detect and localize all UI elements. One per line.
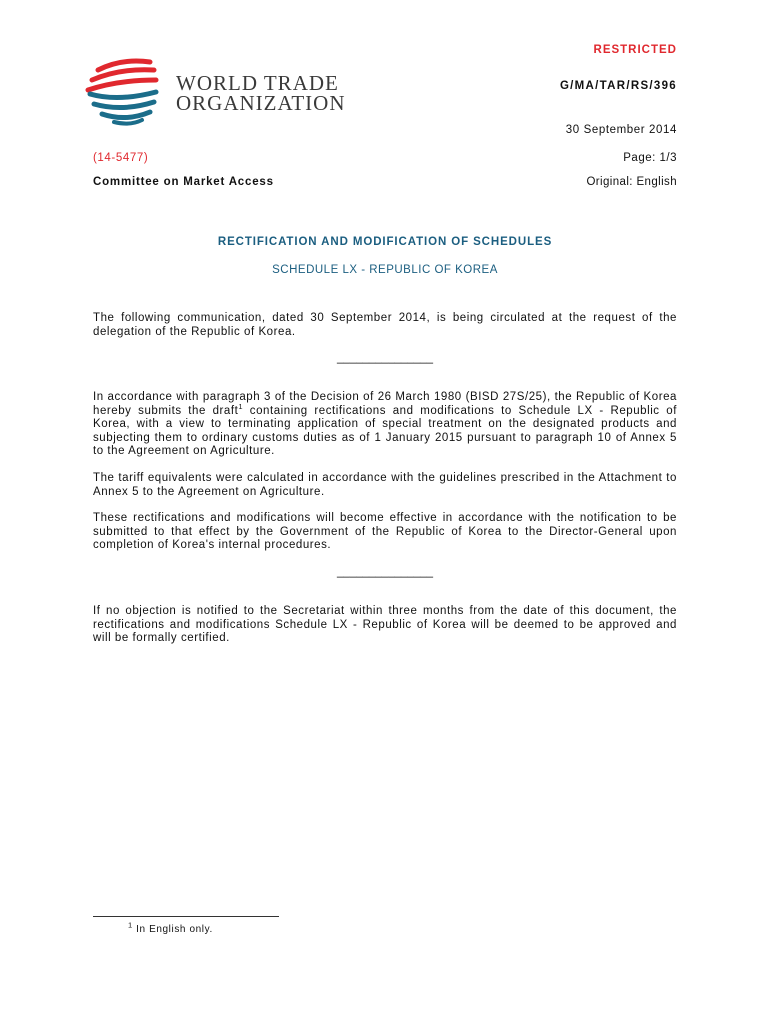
footnote-divider — [93, 916, 279, 917]
separator: _______________ — [337, 352, 433, 364]
reference-number: (14-5477) — [93, 152, 149, 164]
document-symbol: G/MA/TAR/RS/396 — [559, 80, 677, 92]
organization-name-line2: ORGANIZATION — [176, 91, 346, 115]
footnote — [128, 920, 213, 935]
paragraph-tariff-equivalents: The tariff equivalents were calculated in accordance with the guidelines prescribed in the Attachment to Annex 5 to the Agreement on Agriculture. — [93, 472, 677, 498]
separator: _______________ — [337, 566, 433, 578]
organization-name-line1: WORLD TRADE — [176, 71, 339, 95]
paragraph-text: In accordance with paragraph 3 of the Decision of 26 March 1980 (BISD 27S/25), the Republic of Korea hereby submits the draft — [93, 391, 677, 417]
document-date: 30 September 2014 — [565, 124, 677, 136]
wto-logo-icon — [84, 56, 174, 128]
footnote-text: In English only. — [132, 924, 213, 935]
document-title: RECTIFICATION AND MODIFICATION OF SCHEDULES — [217, 236, 553, 248]
paragraph-text: containing rectifications and modifications to Schedule LX - Republic of Korea, with a view to terminating application of special treatment on the designated products and subjecting them to ordinary customs duties as of 1 January 2015 pursuant to paragraph 10 of Annex 5 to the Agreement on Agriculture. — [93, 404, 677, 457]
original-language: Original: English — [586, 176, 677, 188]
restricted-label: RESTRICTED — [593, 44, 677, 56]
paragraph-objection: If no objection is notified to the Secretariat within three months from the date of this document, the rectifications and modifications Schedule LX - Republic of Korea will be deemed to be approved and will be formally certified. — [93, 605, 677, 644]
footnote-number: 1 — [128, 920, 133, 930]
document-subtitle: SCHEDULE LX - REPUBLIC OF KOREA — [272, 264, 498, 276]
committee-name: Committee on Market Access — [93, 176, 274, 188]
page-number: Page: 1/3 — [623, 152, 677, 164]
footnote-reference: 1 — [238, 401, 244, 411]
paragraph-submission — [93, 391, 677, 459]
paragraph-intro: The following communication, dated 30 September 2014, is being circulated at the request of the delegation of the Republic of Korea. — [93, 312, 677, 338]
paragraph-effective: These rectifications and modifications will become effective in accordance with the notification to be submitted to that effect by the Government of the Republic of Korea to the Director-General upon completion of Korea's internal procedures. — [93, 512, 677, 551]
